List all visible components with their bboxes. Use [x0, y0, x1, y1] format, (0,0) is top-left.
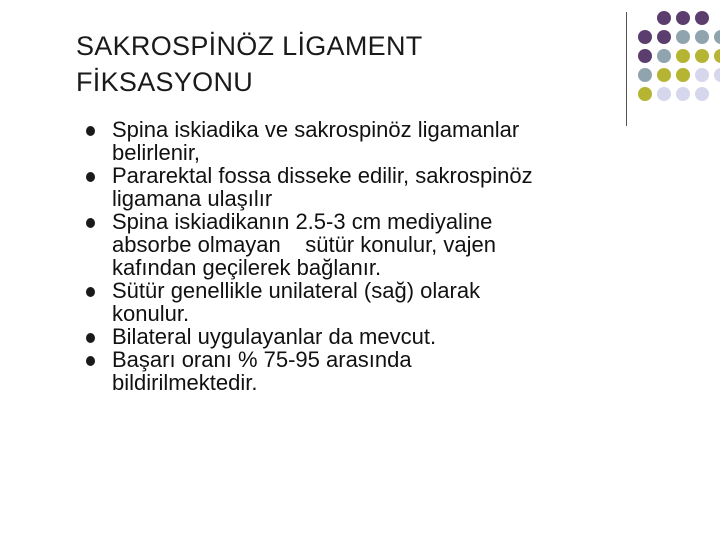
- bullet-icon: [86, 356, 95, 366]
- bullet-icon: [86, 287, 95, 297]
- bullet-text-line: Sütür genellikle unilateral (sağ) olarak: [112, 278, 481, 303]
- decorative-dot: [676, 68, 690, 82]
- slide-title-line-1: SAKROSPİNÖZ LİGAMENT: [76, 31, 423, 61]
- bullet-text-line: Spina iskiadikanın 2.5-3 cm mediyaline: [112, 209, 493, 234]
- decorative-dot: [657, 11, 671, 25]
- decorative-dot: [695, 30, 709, 44]
- bullet-text-line: Bilateral uygulayanlar da mevcut.: [112, 324, 437, 349]
- decorative-dot: [638, 30, 652, 44]
- bullet-list: [86, 118, 698, 394]
- decorative-dot: [657, 87, 671, 101]
- bullet-item: [86, 279, 698, 325]
- bullet-item: [86, 118, 698, 164]
- decorative-dot: [657, 49, 671, 63]
- divider-line: [626, 12, 627, 126]
- bullet-text-line: kafından geçilerek bağlanır.: [112, 255, 382, 280]
- bullet-text-line: belirlenir,: [112, 140, 201, 165]
- decorative-dot: [695, 68, 709, 82]
- bullet-text-line: bildirilmektedir.: [112, 370, 258, 395]
- decorative-dot: [714, 49, 720, 63]
- decorative-dot: [657, 30, 671, 44]
- decorative-dot: [638, 68, 652, 82]
- bullet-text-line: Spina iskiadika ve sakrospinöz ligamanlar: [112, 117, 520, 142]
- bullet-text-line: absorbe olmayan sütür konulur, vajen: [112, 232, 497, 257]
- decorative-dot: [714, 30, 720, 44]
- decorative-dot: [638, 49, 652, 63]
- bullet-item: [86, 210, 698, 279]
- decorative-dot: [676, 87, 690, 101]
- decorative-dot: [676, 11, 690, 25]
- bullet-icon: [86, 172, 95, 182]
- decorative-dot: [695, 87, 709, 101]
- bullet-item: [86, 164, 698, 210]
- decorative-dot: [676, 30, 690, 44]
- bullet-text-line: konulur.: [112, 301, 190, 326]
- slide-title: [76, 28, 596, 100]
- bullet-text-line: ligamana ulaşılır: [112, 186, 273, 211]
- decorative-dot: [676, 49, 690, 63]
- decorative-dot: [657, 68, 671, 82]
- decorative-dot: [695, 11, 709, 25]
- slide-title-line-2: FİKSASYONU: [76, 67, 254, 97]
- decorative-dot: [638, 87, 652, 101]
- bullet-item: [86, 348, 698, 394]
- decorative-dot: [714, 68, 720, 82]
- bullet-item: [86, 325, 698, 348]
- bullet-text-line: Başarı oranı % 75-95 arasında: [112, 347, 412, 372]
- bullet-icon: [86, 218, 95, 228]
- bullet-text-line: Pararektal fossa disseke edilir, sakrospinöz: [112, 163, 533, 188]
- bullet-icon: [86, 126, 95, 136]
- decorative-dot: [695, 49, 709, 63]
- bullet-icon: [86, 333, 95, 343]
